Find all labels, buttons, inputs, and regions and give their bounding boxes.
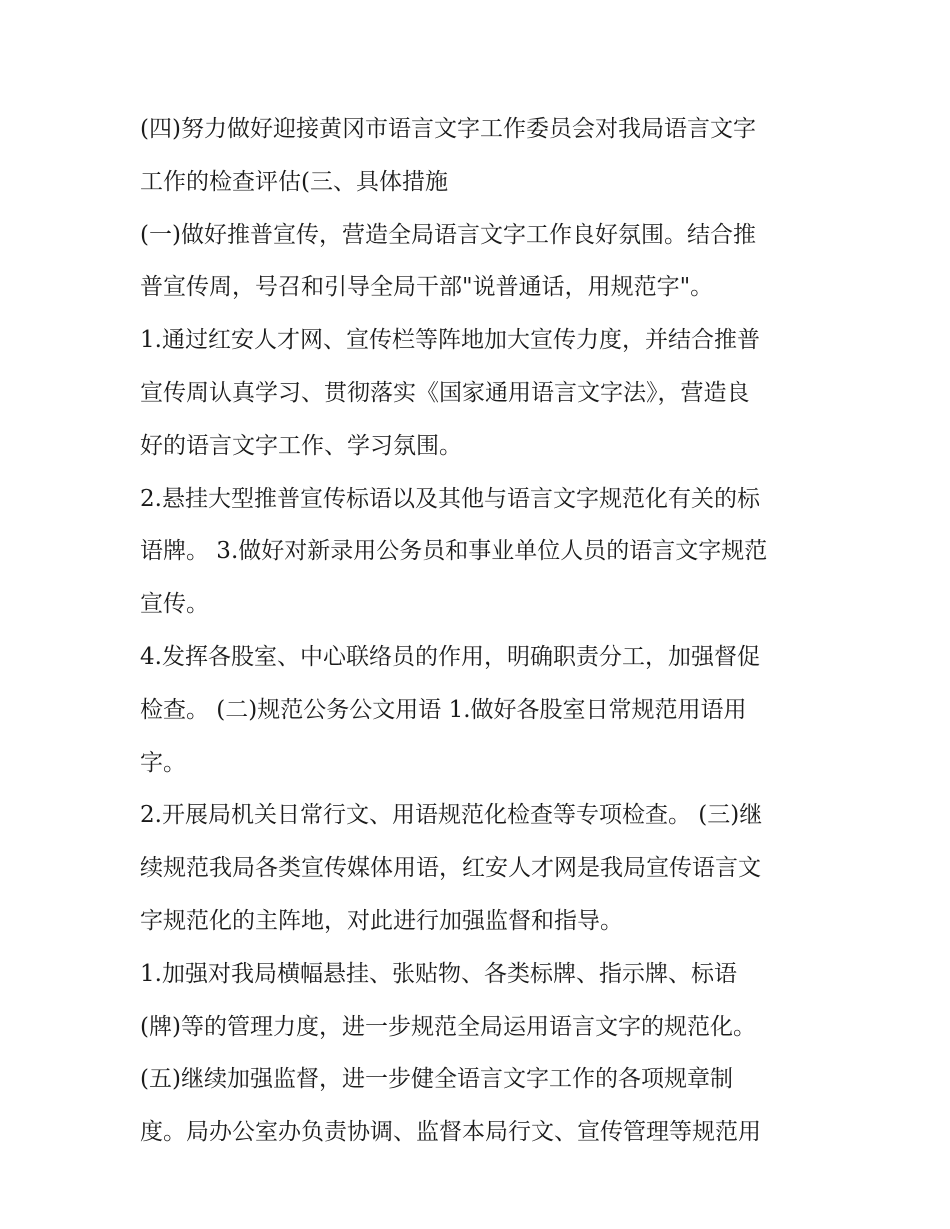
text-line: 2.悬挂大型推普宣传标语以及其他与语言文字规范化有关的标 bbox=[140, 485, 760, 512]
text-line: (四)努力做好迎接黄冈市语言文字工作委员会对我局语言文字 bbox=[140, 116, 756, 142]
text-line: 好的语言文字工作、学习氛围。 bbox=[140, 432, 462, 459]
text-line: 续规范我局各类宣传媒体用语，红安人才网是我局宣传语言文 bbox=[140, 855, 761, 882]
text-line: 宣传。 bbox=[140, 591, 209, 618]
text-line: 度。局办公室办负责协调、监督本局行文、宣传管理等规范用 bbox=[140, 1119, 761, 1146]
document-body bbox=[140, 103, 830, 1159]
text-line: 1.通过红安人才网、宣传栏等阵地加大宣传力度，并结合推普 bbox=[140, 327, 760, 354]
text-line: 字。 bbox=[140, 749, 186, 776]
text-line: (五)继续加强监督，进一步健全语言文字工作的各项规章制 bbox=[140, 1066, 733, 1093]
text-line: 工作的检查评估(三、具体措施 bbox=[140, 168, 448, 195]
text-line: 1.加强对我局横幅悬挂、张贴物、各类标牌、指示牌、标语 bbox=[140, 960, 737, 987]
text-line: 普宣传周，号召和引导全局干部"说普通话，用规范字"。 bbox=[140, 274, 714, 301]
text-line: (一)做好推普宣传，营造全局语言文字工作良好氛围。结合推 bbox=[140, 221, 756, 248]
text-line: 检查。 (二)规范公务公文用语 1.做好各股室日常规范用语用 bbox=[140, 696, 747, 723]
text-line: (牌)等的管理力度，进一步规范全局运用语言文字的规范化。 bbox=[140, 1013, 756, 1040]
text-line: 宣传周认真学习、贯彻落实《国家通用语言文字法》，营造良 bbox=[140, 379, 750, 406]
text-line: 4.发挥各股室、中心联络员的作用，明确职责分工，加强督促 bbox=[140, 643, 760, 670]
text-line: 语牌。 3.做好对新录用公务员和事业单位人员的语言文字规范 bbox=[140, 538, 768, 565]
text-line: 字规范化的主阵地，对此进行加强监督和指导。 bbox=[140, 907, 623, 934]
text-line: 2.开展局机关日常行文、用语规范化检查等专项检查。 (三)继 bbox=[140, 802, 763, 829]
